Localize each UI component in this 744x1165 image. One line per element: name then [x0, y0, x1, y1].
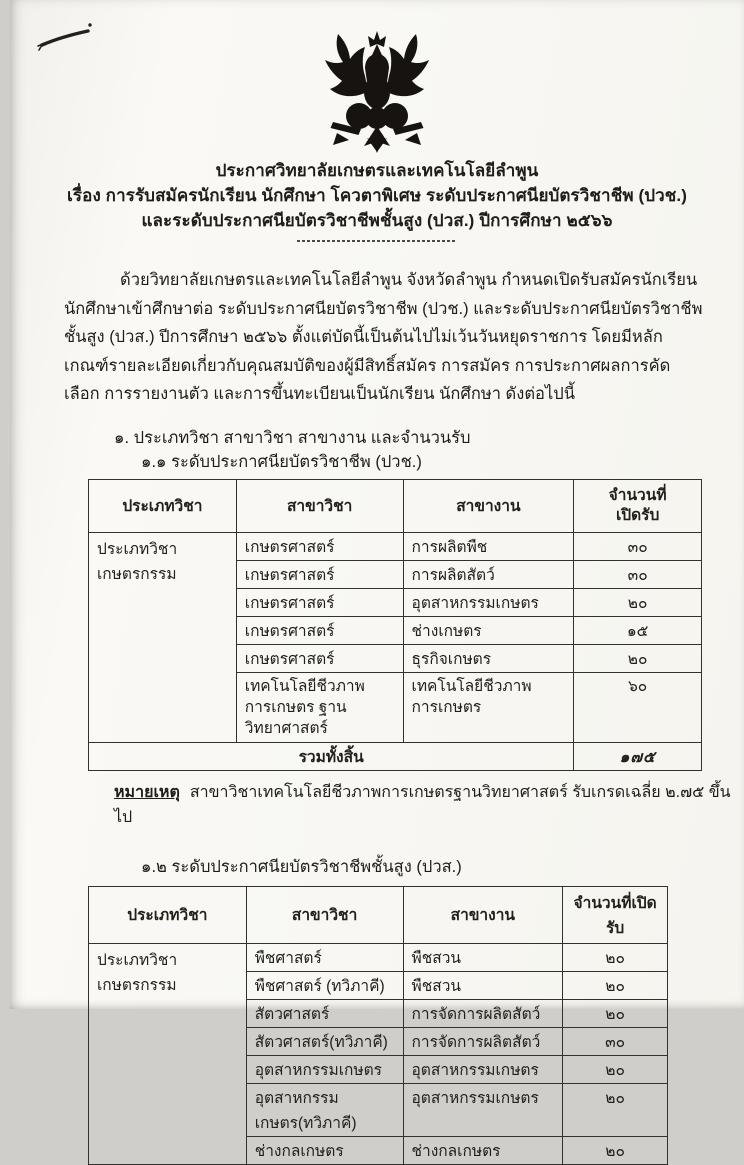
- note-label: หมายเหตุ: [114, 783, 180, 801]
- announcement-subject-line2: และระดับประกาศนียบัตรวิชาชีพชั้นสูง (ปวส.) ปีการศึกษา ๒๕๖๖: [141, 211, 613, 230]
- document-page: [10, 0, 744, 1160]
- cell-field: การจัดการผลิตสัตว์: [403, 999, 563, 1027]
- cell-field: พืชสวน: [403, 943, 563, 971]
- cell-seats: ๑๕: [574, 616, 702, 644]
- cell-major: เกษตรศาสตร์: [236, 560, 403, 588]
- cell-major: พืชศาสตร์: [246, 943, 403, 971]
- cell-major: เทคโนโลยีชีวภาพการเกษตร ฐานวิทยาศาสตร์: [236, 672, 403, 742]
- section-1-1-heading: ๑.๑ ระดับประกาศนียบัตรวิชาชีพ (ปวช.): [141, 452, 422, 471]
- cell-seats: ๒๐: [563, 1136, 668, 1164]
- table-header-row: [89, 479, 702, 532]
- total-label: รวมทั้งสิ้น: [89, 742, 574, 770]
- cell-field: ช่างเกษตร: [403, 616, 574, 644]
- pvs-quota-table: [88, 886, 668, 1165]
- col-header-field: สาขางาน: [403, 479, 574, 532]
- cell-major: อุตสาหกรรมเกษตร(ทวิภาคี): [246, 1083, 403, 1136]
- pvch-quota-table: [88, 479, 702, 771]
- cell-category: ประเภทวิชาเกษตรกรรม: [89, 943, 247, 1164]
- intro-paragraph: ด้วยวิทยาลัยเกษตรและเทคโนโลยีลำพูน จังหวัดลำพูน กำหนดเปิดรับสมัครนักเรียน นักศึกษาเข้าศึกษาต่อ ระดับประกาศนียบัตรวิชาชีพ (ปวช.) และระดับประกาศนียบัตรวิชาชีพชั้นสูง (ปวส.) ปีการศึกษา ๒๕๖๖ ตั้งแต่บัดนี้เป็นต้นไปไม่เว้นวันหยุดราชการ โดยมีหลักเกณฑ์รายละเอียดเกี่ยวกับคุณสมบัติของผู้มีสิทธิ์สมัคร การสมัคร การประกาศผลการคัดเลือก การรายงานตัว และการขึ้นทะเบียนเป็นนักเรียน นักศึกษา ดังต่อไปนี้: [64, 271, 703, 403]
- cell-major: พืชศาสตร์ (ทวิภาคี): [246, 971, 403, 999]
- cell-field: อุตสาหกรรมเกษตร: [403, 1055, 563, 1083]
- note-line: [114, 780, 744, 830]
- cell-major: อุตสาหกรรมเกษตร: [246, 1055, 403, 1083]
- cell-major: ช่างกลเกษตร: [246, 1136, 403, 1164]
- cell-field: การผลิตสัตว์: [403, 560, 574, 588]
- col-header-field: สาขางาน: [403, 886, 563, 943]
- col-header-major: สาขาวิชา: [236, 479, 403, 532]
- pen-mark: [32, 18, 100, 54]
- section-1-2-heading: ๑.๒ ระดับประกาศนียบัตรวิชาชีพชั้นสูง (ปวส.): [141, 857, 462, 876]
- table-row: [89, 532, 702, 560]
- cell-field: การผลิตพืช: [403, 532, 574, 560]
- cell-seats: ๓๐: [563, 1027, 668, 1055]
- cell-seats: ๒๐: [574, 588, 702, 616]
- table-total-row: [89, 742, 702, 770]
- cell-seats: ๒๐: [563, 1055, 668, 1083]
- cell-field: เทคโนโลยีชีวภาพการเกษตร: [403, 672, 574, 742]
- cell-category: ประเภทวิชาเกษตรกรรม: [89, 532, 237, 742]
- cell-seats: ๒๐: [574, 644, 702, 672]
- col-header-type: ประเภทวิชา: [89, 886, 247, 943]
- total-value: ๑๗๕: [574, 742, 702, 770]
- cell-major: เกษตรศาสตร์: [236, 588, 403, 616]
- cell-seats: ๒๐: [563, 943, 668, 971]
- cell-seats: ๓๐: [574, 532, 702, 560]
- title-block: [10, 158, 744, 242]
- col-header-type: ประเภทวิชา: [89, 479, 237, 532]
- cell-major: เกษตรศาสตร์: [236, 616, 403, 644]
- cell-field: ธุรกิจเกษตร: [403, 644, 574, 672]
- table-row: [89, 943, 668, 971]
- col-header-seats: จำนวนที่เปิดรับ: [563, 886, 668, 943]
- cell-major: เกษตรศาสตร์: [236, 532, 403, 560]
- cell-major: สัตวศาสตร์: [246, 999, 403, 1027]
- cell-seats: ๓๐: [574, 560, 702, 588]
- cell-seats: ๒๐: [563, 971, 668, 999]
- col-header-major: สาขาวิชา: [246, 886, 403, 943]
- table-header-row: [89, 886, 668, 943]
- cell-field: ช่างกลเกษตร: [403, 1136, 563, 1164]
- dashed-separator: [297, 240, 457, 242]
- cell-seats: ๖๐: [574, 672, 702, 742]
- announcement-org-line: ประกาศวิทยาลัยเกษตรและเทคโนโลยีลำพูน: [215, 161, 539, 180]
- note-text: สาขาวิชาเทคโนโลยีชีวภาพการเกษตรฐานวิทยาศาสตร์ รับเกรดเฉลี่ย ๒.๗๕ ขึ้นไป: [114, 783, 731, 826]
- cell-major: สัตวศาสตร์(ทวิภาคี): [246, 1027, 403, 1055]
- announcement-subject-line: เรื่อง การรับสมัครนักเรียน นักศึกษา โควตาพิเศษ ระดับประกาศนียบัตรวิชาชีพ (ปวช.): [67, 186, 687, 205]
- cell-field: พืชสวน: [403, 971, 563, 999]
- cell-field: อุตสาหกรรมเกษตร: [403, 1083, 563, 1136]
- cell-seats: ๒๐: [563, 1083, 668, 1136]
- garuda-emblem: [307, 30, 447, 154]
- cell-field: การจัดการผลิตสัตว์: [403, 1027, 563, 1055]
- cell-field: อุตสาหกรรมเกษตร: [403, 588, 574, 616]
- section-1-heading: ๑. ประเภทวิชา สาขาวิชา สาขางาน และจำนวนรับ: [114, 428, 471, 447]
- cell-major: เกษตรศาสตร์: [236, 644, 403, 672]
- cell-seats: ๒๐: [563, 999, 668, 1027]
- col-header-seats: จำนวนที่ เปิดรับ: [574, 479, 702, 532]
